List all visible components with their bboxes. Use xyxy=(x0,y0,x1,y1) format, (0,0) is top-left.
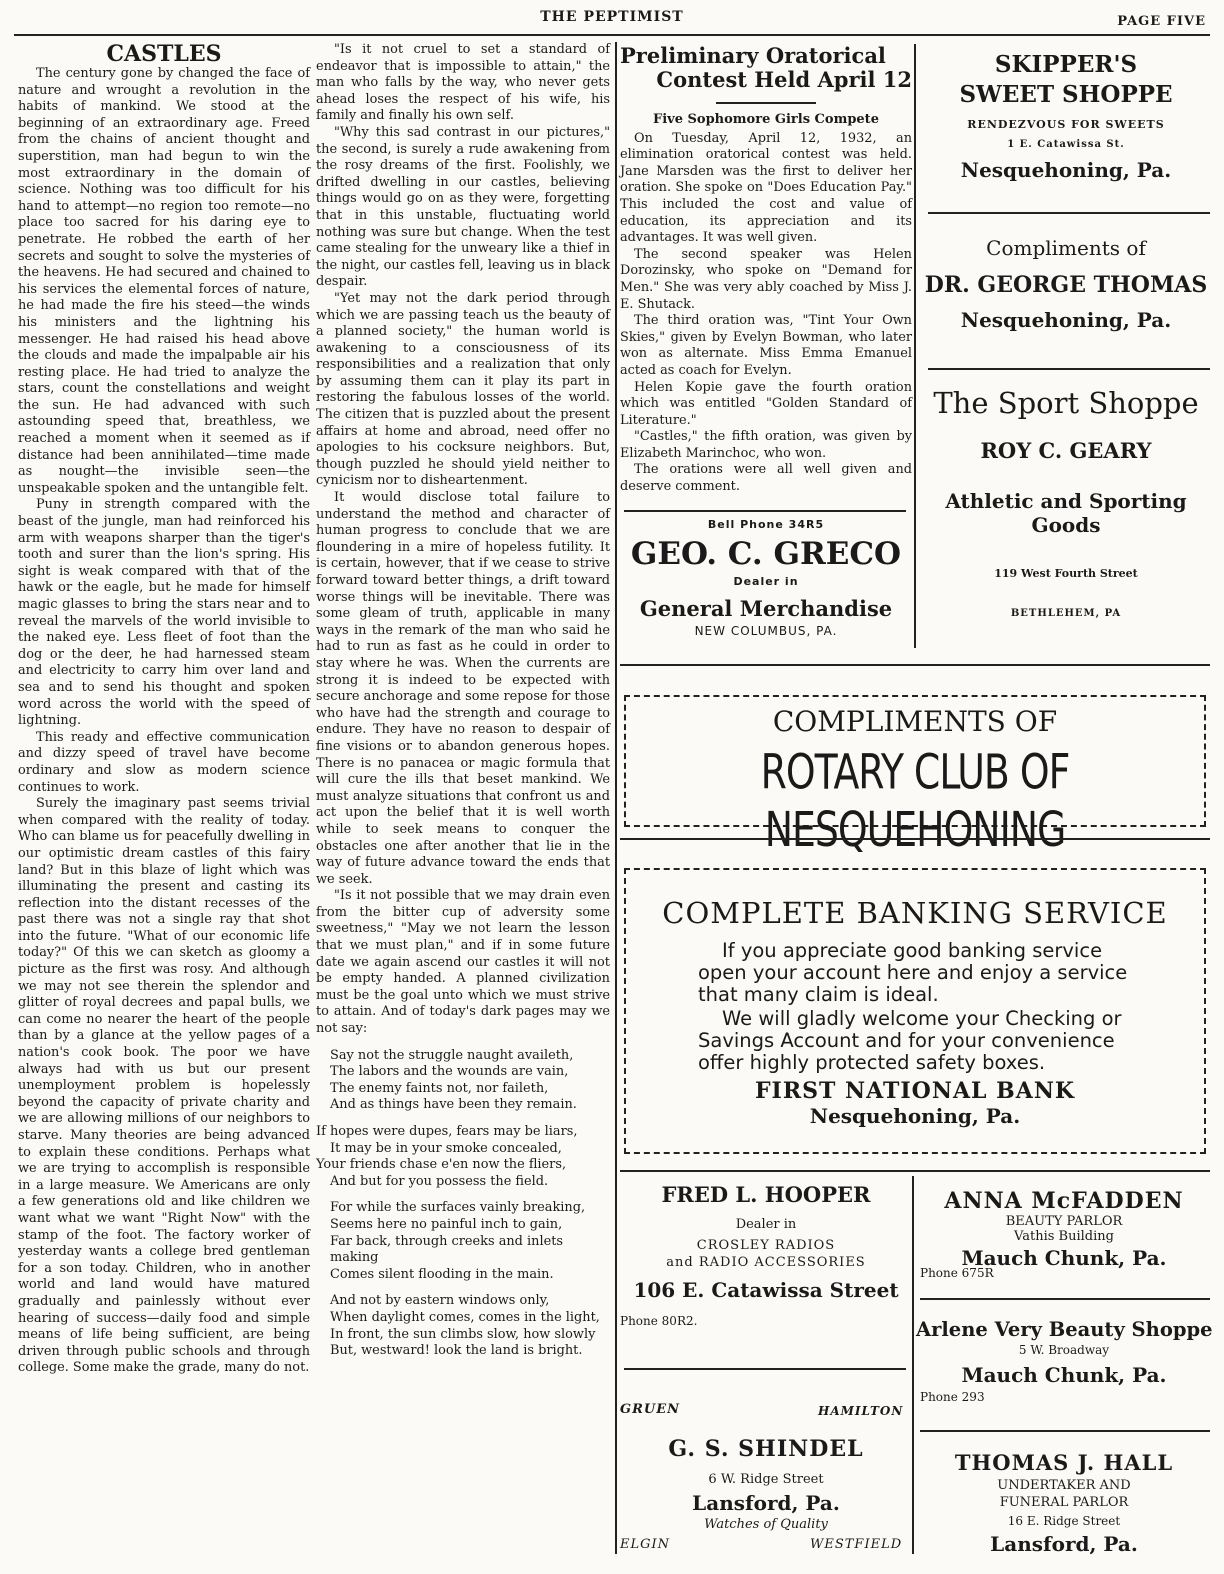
castles-paragraph: "Yet may not the dark period through which we are passing teach us the beauty of a planned society," the human world is awakening to a consciousness of its responsibilities and a realization that only by assuming them can it play its part in restoring the fabulous losses of the world. The citizen that is puzzled about the present affairs at home and abroad, need offer no apologies to his cocksure neighbors. But, though puzzled he should yield neither to cynicism nor to disheartenment. xyxy=(316,290,610,489)
greco-goods: General Merchandise xyxy=(639,596,893,621)
shindel-tagline: Watches of Quality xyxy=(704,1517,828,1532)
poem-line: The enemy faints not, nor faileth, xyxy=(330,1080,549,1096)
skipper-address: 1 E. Catawissa St. xyxy=(1007,139,1125,150)
hooper-dealer: Dealer in xyxy=(735,1217,797,1232)
shindel-ad xyxy=(620,1436,912,1532)
poem-line: Comes silent flooding in the main. xyxy=(330,1266,554,1282)
castles-paragraph: This ready and effective communication and dizzy speed of travel have become ordinary and slow as modern science continues to work. xyxy=(18,729,310,795)
poem-line: When daylight comes, comes in the light, xyxy=(330,1309,600,1325)
oratorical-article xyxy=(620,44,912,496)
oratorical-paragraph: The third oration was, "Tint Your Own Skies," given by Evelyn Bowman, who later won as alternate. Miss Emma Emanuel acted as coach for Evelyn. xyxy=(620,313,912,378)
oratorical-paragraph: "Castles," the fifth oration, was given by Elizabeth Marinchoc, who won. xyxy=(620,429,912,461)
poem-line: And but for you possess the field. xyxy=(330,1173,549,1189)
hooper-name: FRED L. HOOPER xyxy=(661,1182,871,1207)
oratorical-paragraph: The second speaker was Helen Dorozinsky, who spoke on "Demand for Men." She was very ably coached by Miss J. E. Shutack. xyxy=(620,246,912,312)
greco-dealer: Dealer in xyxy=(733,575,799,588)
poem-stanza xyxy=(316,1124,610,1190)
rotary-compliments: COMPLIMENTS OF xyxy=(772,705,1058,738)
hooper-product: CROSLEY RADIOS xyxy=(696,1238,836,1253)
castles-paragraph: "Is it not cruel to set a standard of endeavor that is impossible to attain," the man who falls by the way, who never gets ahead loses the respect of his wife, his family and finally his own self. xyxy=(316,42,610,124)
ad-divider xyxy=(624,1368,906,1370)
bank-ad xyxy=(624,868,1206,1154)
hooper-product: and RADIO ACCESSORIES xyxy=(666,1255,866,1270)
poem-stanza xyxy=(330,1200,610,1283)
oratorical-title-line: Preliminary Oratorical xyxy=(620,43,886,68)
poem xyxy=(316,1047,610,1360)
rotary-ad xyxy=(624,695,1206,858)
shindel-name: G. S. SHINDEL xyxy=(668,1436,864,1462)
shindel-address: 6 W. Ridge Street xyxy=(708,1472,824,1487)
poem-line: Your friends chase e'en now the fliers, xyxy=(316,1157,567,1173)
column-divider xyxy=(914,44,916,648)
poem-line: For while the surfaces vainly breaking, xyxy=(330,1200,586,1216)
greco-ad xyxy=(620,518,912,638)
oratorical-paragraph: Helen Kopie gave the fourth oration which was entitled "Golden Standard of Literature." xyxy=(620,379,912,428)
mcfadden-ad xyxy=(918,1188,1210,1270)
castles-paragraph: Puny in strength compared with the beast of the jungle, man had reinforced his arm with weapons sharper than the tiger's tooth and surer than the lion's spring. His sight is weak compared with that of the hawk or the eagle, but he made for himself magic glasses to bring the stars near and to reveal the marvels of the world invisible to the naked eye. Less fleet of foot than the dog or the deer, he had harnessed steam and electricity to carry him over land and sea and to send his thought and spoken word across the world with the speed of lightning. xyxy=(18,497,310,729)
bank-body: We will gladly welcome your Checking or Savings Account and for your convenience offer highly protected safety boxes. xyxy=(698,1007,1122,1074)
column-divider xyxy=(912,1176,914,1554)
sport-town: BETHLEHEM, PA xyxy=(1010,608,1122,619)
bank-heading: COMPLETE BANKING SERVICE xyxy=(662,896,1168,930)
skipper-town: Nesquehoning, Pa. xyxy=(960,158,1172,182)
thomas-town: Nesquehoning, Pa. xyxy=(960,308,1172,332)
shindel-brand: HAMILTON xyxy=(818,1404,904,1418)
hall-ad xyxy=(918,1450,1210,1556)
sport-address: 119 West Fourth Street xyxy=(994,567,1138,580)
poem-line: The labors and the wounds are vain, xyxy=(330,1064,569,1080)
section-divider xyxy=(620,664,1210,666)
shindel-brand: WESTFIELD xyxy=(810,1537,903,1552)
mcfadden-line: BEAUTY PARLOR xyxy=(1005,1214,1123,1229)
thomas-name: DR. GEORGE THOMAS xyxy=(924,272,1208,298)
castles-paragraph: "Why this sad contrast in our pictures," the second, is surely a rude awakening from the rosy dreams of the first. Foolishly, we drifted dwelling in our castles, believing things would go on as they were, forgetting that in this unstable, fluctuating world nothing was sure but change. When the test came stealing for the unweary like a thief in the night, our castles fell, leaving us in black despair. xyxy=(316,124,611,290)
poem-stanza xyxy=(330,1048,610,1114)
sport-name: The Sport Shoppe xyxy=(933,386,1199,420)
hooper-phone: Phone 80R2. xyxy=(620,1314,698,1328)
title-rule xyxy=(716,102,816,104)
poem-line: If hopes were dupes, fears may be liars, xyxy=(316,1124,578,1139)
arlene-ad xyxy=(916,1318,1212,1387)
section-divider xyxy=(620,838,1210,840)
mcfadden-name: ANNA McFADDEN xyxy=(944,1188,1184,1214)
poem-line: But, westward! look the land is bright. xyxy=(330,1343,583,1359)
castles-paragraph: Surely the imaginary past seems trivial when compared with the reality of today. Who can blame us for peacefully dwelling in our optimistic dream castles of this fairy land? But in this blaze of light which was illuminating the present and casting its reflection into the distant recesses of the past there was not a single ray that shot into the future. "What of our economic life today?" Of this we can sketch as gloomy a picture as the first was rosy. And although we may not see therein the splendor and glitter of royal decrees and papal bulls, we can come no nearer the heart of the people than by a glance at the yellow pages of a nation's cook book. The poor we have always had with us but our present unemployment problem is hopelessly beyond the capacity of private charity and we are allowing millions of our neighbors to starve. Many theories are being advanced to explain these conditions. Perhaps what we are trying to accomplish is responsible in a large measure. We Americans are only a few generations old and like children we want what we want "Right Now" with the stamp of the foot. The factory worker of yesterday wants a college bred gentleman for a son today. Children, who in another world and land would have matured gradually and painlessly without ever hearing of success—daily food and simple means of life being sufficient, are being driven through public schools and through college. Some make the grade, many do not. xyxy=(18,796,310,1376)
ad-divider xyxy=(928,368,1210,370)
bank-town: Nesquehoning, Pa. xyxy=(809,1104,1021,1128)
castles-column-1 xyxy=(18,42,310,1377)
castles-heading: CASTLES xyxy=(106,41,222,67)
poem-line: And as things have been they remain. xyxy=(330,1097,577,1113)
section-divider xyxy=(620,1170,1210,1172)
poem-line: It may be in your smoke concealed, xyxy=(330,1140,562,1156)
newspaper-title: THE PEPTIMIST xyxy=(540,9,684,25)
oratorical-paragraph: On Tuesday, April 12, 1932, an elimination oratorical contest was held. Jane Marsden was the first to deliver her oration. She spoke on "Does Education Pay." This included the cost and value of education, its appreciation and its advantages. It was well given. xyxy=(620,130,912,246)
castles-paragraph: "Is it not possible that we may drain even from the bitter cup of adversity some sweetness," "May we not learn the lesson that we must plan," and if in some future date we again ascend our castles it will not be empty handed. A planned civilization must be the goal unto which we must strive to attain. And of today's dark pages may we not say: xyxy=(316,888,610,1037)
mcfadden-phone: Phone 675R xyxy=(920,1266,994,1280)
castles-column-2 xyxy=(316,42,610,1370)
poem-line: And not by eastern windows only, xyxy=(330,1293,550,1309)
hooper-address: 106 E. Catawissa Street xyxy=(633,1278,899,1302)
castles-paragraph: It would disclose total failure to understand the method and character of human progress to conclude that we are floundering in a mire of hopeless futility. It is certain, however, that if we cease to strive forward toward better things, a drift toward worse things will be inevitable. There was some gleam of truth, applicable in many ways in the remark of the man who said he had to run as fast as he could in order to stay where he was. When the currents are strong it is indeed to be expected with secure anchorage and some repose for those who have had the strength and courage to endure. They have no reason to despair of fine visions or to abandon generous hopes. There is no panacea or magic formula that will cure the ills that beset mankind. We must analyze situations that confront us and act upon the belief that it is well worth while to seek means to conquer the obstacles one after another that lie in the way of future advance toward the ends that we seek. xyxy=(316,490,610,887)
sport-ad xyxy=(918,386,1214,619)
skipper-name: SWEET SHOPPE xyxy=(959,81,1173,108)
oratorical-paragraph: The orations were all well given and deserve comment. xyxy=(620,462,912,495)
ad-divider xyxy=(920,1430,1210,1432)
column-divider xyxy=(615,42,617,1554)
skipper-ad xyxy=(920,50,1212,182)
rotary-name: ROTARY CLUB OF NESQUEHONING xyxy=(760,743,1070,858)
castles-paragraph: The century gone by changed the face of nature and wrought a revolution in the habits of mankind. We stood at the beginning of an extraordinary age. Freed from the chains of ancient thought and superstition, man had begun to win the most extraordinary in the domain of science. Nothing was too difficult for his hand to attempt—no region too remote—no place too sacred for his daring eye to penetrate. He robbed the earth of her secrets and sought to solve the mysteries of the heavens. He had secured and chained to his services the elemental forces of nature, he had made the fire his steed—the winds his ministers and the lightning his messenger. He had raised his head above the clouds and made the impalpable air his resting place. He had tried to analyze the stars, count the constellations and weight the sun. He had advanced with such astounding speed that, breathless, we reached a moment when it seemed as if distance had been annihilated—time made as nought—the invisible seen—the unspeakable spoken and the untangible felt. xyxy=(18,66,310,496)
shindel-brand: GRUEN xyxy=(620,1402,681,1417)
bank-body: If you appreciate good banking service open your account here and enjoy a service that many claim is ideal. xyxy=(698,939,1128,1006)
skipper-name: SKIPPER'S xyxy=(994,51,1138,78)
thomas-compliments: Compliments of xyxy=(986,236,1146,260)
poem-stanza xyxy=(330,1293,610,1359)
ad-divider xyxy=(928,212,1210,214)
arlene-address: 5 W. Broadway xyxy=(1018,1343,1110,1357)
hall-line: UNDERTAKER AND xyxy=(997,1478,1131,1493)
greco-name: GEO. C. GRECO xyxy=(630,536,902,572)
arlene-phone: Phone 293 xyxy=(920,1390,985,1404)
greco-place: NEW COLUMBUS, PA. xyxy=(694,624,838,638)
hooper-ad xyxy=(620,1182,912,1302)
shindel-brand: ELGIN xyxy=(620,1537,671,1552)
mcfadden-line: Vathis Building xyxy=(1014,1229,1114,1244)
arlene-name: Arlene Very Beauty Shoppe xyxy=(916,1318,1213,1341)
oratorical-subtitle: Five Sophomore Girls Compete xyxy=(653,112,879,127)
bank-name: FIRST NATIONAL BANK xyxy=(754,1078,1076,1104)
sport-owner: ROY C. GEARY xyxy=(980,438,1152,463)
arlene-town: Mauch Chunk, Pa. xyxy=(961,1363,1167,1387)
hall-name: THOMAS J. HALL xyxy=(954,1450,1174,1475)
sport-goods: Athletic and Sporting Goods xyxy=(945,489,1187,537)
hall-line: FUNERAL PARLOR xyxy=(999,1495,1129,1510)
oratorical-title xyxy=(620,44,912,92)
greco-phone: Bell Phone 34R5 xyxy=(707,518,825,531)
page-header xyxy=(14,6,1210,36)
poem-line: Say not the struggle naught availeth, xyxy=(330,1047,574,1063)
hall-town: Lansford, Pa. xyxy=(990,1532,1138,1556)
oratorical-title-line: Contest Held April 12 xyxy=(656,67,912,92)
ad-divider xyxy=(624,510,906,512)
hall-address: 16 E. Ridge Street xyxy=(1007,1514,1121,1528)
ad-divider xyxy=(920,1298,1210,1300)
skipper-tagline: RENDEZVOUS FOR SWEETS xyxy=(967,118,1165,131)
shindel-town: Lansford, Pa. xyxy=(692,1491,840,1515)
poem-line: In front, the sun climbs slow, how slowly xyxy=(330,1326,596,1342)
poem-line: Far back, through creeks and inlets making xyxy=(330,1233,564,1266)
page-number: PAGE FIVE xyxy=(1117,14,1206,29)
thomas-ad xyxy=(920,236,1212,332)
poem-line: Seems here no painful inch to gain, xyxy=(330,1216,563,1232)
mcfadden-town: Mauch Chunk, Pa. xyxy=(961,1246,1167,1270)
